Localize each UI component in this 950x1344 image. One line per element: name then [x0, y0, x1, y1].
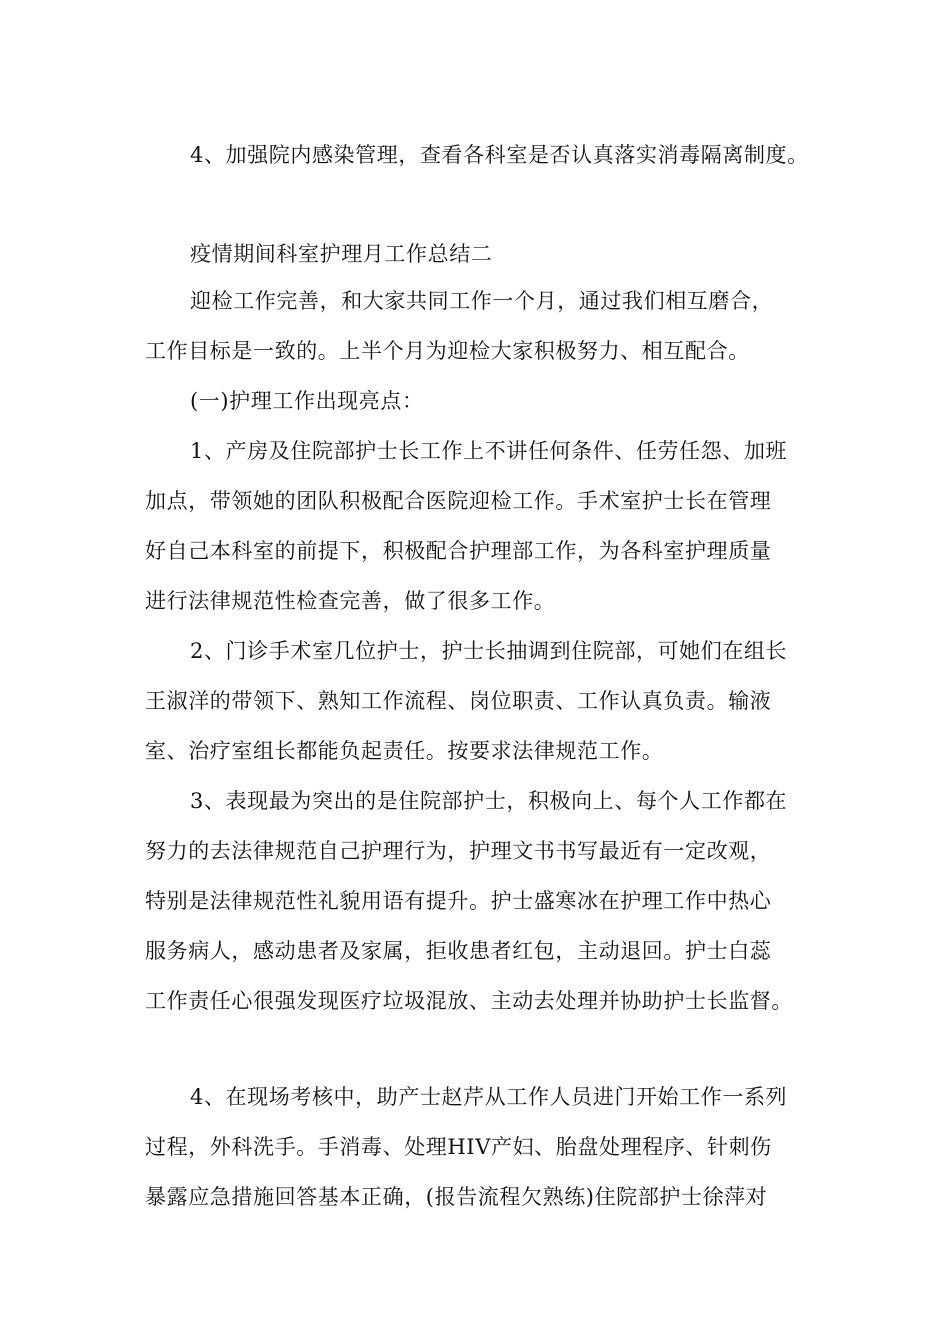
- paragraph-line: 室、治疗室组长都能负起责任。按要求法律规范工作。: [145, 739, 664, 763]
- paragraph-line: 2、门诊手术室几位护士，护士长抽调到住院部，可她们在组长: [190, 639, 788, 663]
- subheading-highlights: (一)护理工作出现亮点：: [190, 389, 424, 413]
- paragraph-line: 王淑洋的带领下、熟知工作流程、岗位职责、工作认真负责。输液: [145, 689, 772, 713]
- paragraph-line: 进行法律规范性检查完善，做了很多工作。: [145, 589, 556, 613]
- paragraph-line: 暴露应急措施回答基本正确，(报告流程欠熟练)住院部护士徐萍对: [145, 1185, 768, 1209]
- paragraph-line: 迎检工作完善，和大家共同工作一个月，通过我们相互磨合，: [190, 289, 774, 313]
- paragraph-line: 4、在现场考核中，助产士赵芹从工作人员进门开始工作一系列: [190, 1085, 788, 1109]
- paragraph-line: 过程，外科洗手。手消毒、处理HIV产妇、胎盘处理程序、针刺伤: [145, 1135, 772, 1159]
- paragraph-line-item-4-infection: 4、加强院内感染管理，查看各科室是否认真落实消毒隔离制度。: [190, 143, 809, 167]
- paragraph-line: 工作责任心很强发现医疗垃圾混放、主动去处理并协助护士长监督。: [145, 989, 793, 1013]
- paragraph-line: 好自己本科室的前提下，积极配合护理部工作，为各科室护理质量: [145, 539, 772, 563]
- section-heading: 疫情期间科室护理月工作总结二: [190, 242, 493, 266]
- paragraph-line: 3、表现最为突出的是住院部护士，积极向上、每个人工作都在: [190, 789, 788, 813]
- paragraph-line: 努力的去法律规范自己护理行为，护理文书书写最近有一定改观，: [145, 839, 772, 863]
- paragraph-line: 特别是法律规范性礼貌用语有提升。护士盛寒冰在护理工作中热心: [145, 889, 772, 913]
- paragraph-line: 加点，带领她的团队积极配合医院迎检工作。手术室护士长在管理: [145, 489, 772, 513]
- paragraph-line: 服务病人，感动患者及家属，拒收患者红包，主动退回。护士白蕊: [145, 939, 772, 963]
- paragraph-line: 1、产房及住院部护士长工作上不讲任何条件、任劳任怨、加班: [190, 439, 788, 463]
- paragraph-line: 工作目标是一致的。上半个月为迎检大家积极努力、相互配合。: [145, 339, 750, 363]
